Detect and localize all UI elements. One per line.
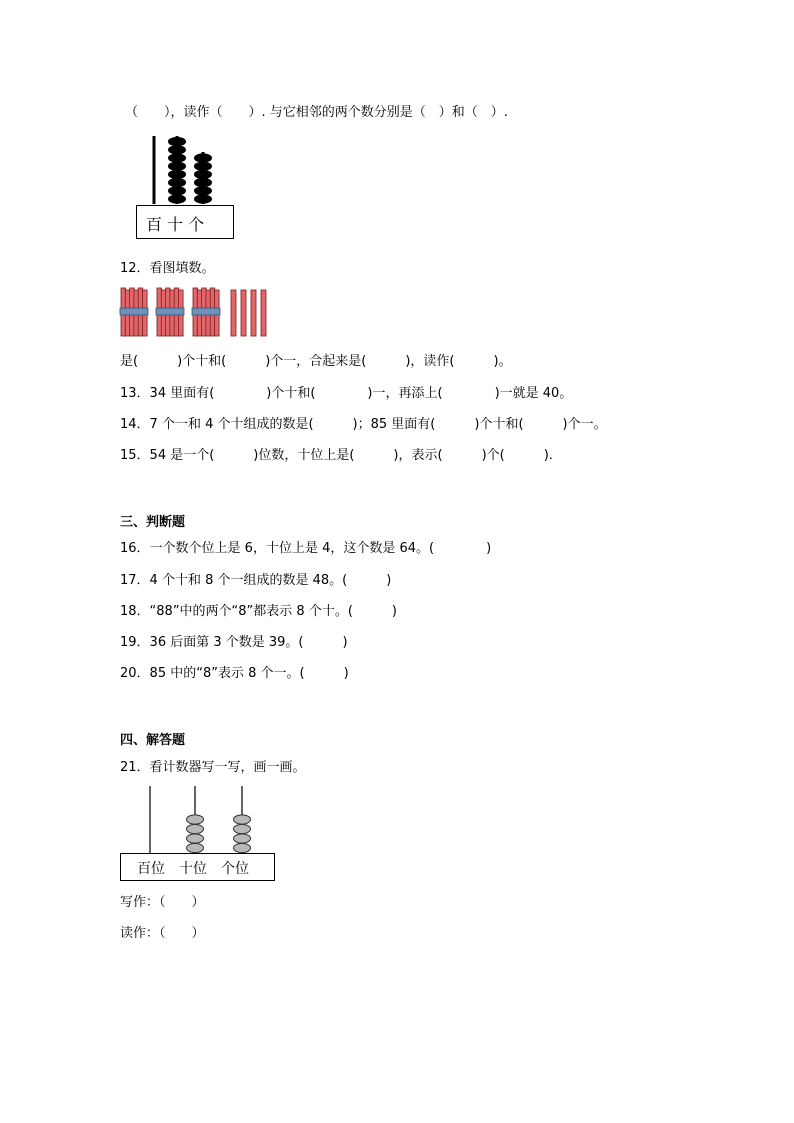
abacus-2-bead (234, 834, 251, 843)
abacus-2-bead (234, 815, 251, 824)
q20-text: 20．85 中的“8”表示 8 个一。( ) (120, 666, 349, 681)
abacus-1-bead (169, 187, 186, 195)
abacus-1-bead (169, 195, 186, 203)
abacus-2-bead (234, 843, 251, 852)
section4-title: 四、解答题 (120, 733, 186, 748)
q16-text: 16．一个数个位上是 6，十位上是 4，这个数是 64。( ) (120, 541, 492, 556)
q15-text: 15．54 是一个( )位数，十位上是( )，表示( )个( ). (120, 448, 553, 463)
abacus-1-bead (195, 170, 212, 178)
abacus-2-bead (187, 824, 204, 833)
abacus-1 (136, 132, 236, 240)
abacus-1-bead (195, 187, 212, 195)
read-answer: 读作：（ ） (120, 926, 205, 941)
abacus-2-label-box (120, 853, 275, 881)
abacus-2-bead (187, 834, 204, 843)
q13-text: 13．34 里面有( )个十和( )一，再添上( )一就是 40。 (120, 386, 573, 401)
q12-answer: 是( )个十和( )个一，合起来是( )，读作( )。 (120, 354, 512, 369)
q14-text: 14．7 个一和 4 个十组成的数是( )；85 里面有( )个十和( )个一。 (120, 417, 607, 432)
abacus-2-bead (187, 843, 204, 852)
abacus-2-bead (234, 824, 251, 833)
abacus-1-labels: 百 十 个 (146, 215, 205, 234)
q19-text: 19．36 后面第 3 个数是 39。( ) (120, 635, 348, 650)
abacus-1-bead (195, 154, 212, 162)
q11-text: （ ），读作（ ）. 与它相邻的两个数分别是（ ）和（ ）. (125, 105, 508, 120)
bundle-band (120, 308, 148, 315)
abacus-1-bead (169, 178, 186, 186)
q18-text: 18．“88”中的两个“8”都表示 8 个十。( ) (120, 604, 397, 619)
abacus-1-bead (195, 162, 212, 170)
abacus-1-bead (169, 137, 186, 145)
section3-title: 三、判断题 (120, 515, 186, 530)
abacus-1-bead (195, 195, 212, 203)
abacus-2 (120, 784, 280, 882)
single-stick (251, 290, 256, 336)
abacus-1-bead (169, 170, 186, 178)
abacus-1-bead (169, 146, 186, 154)
abacus-2-bead (187, 815, 204, 824)
abacus-2-labels: 百位 十位 个位 (137, 861, 249, 877)
stick-bundles-picture (118, 284, 278, 342)
single-stick (231, 290, 236, 336)
abacus-2-ones-beads (234, 815, 251, 853)
q21-text: 21．看计数器写一写，画一画。 (120, 760, 306, 775)
bundle-band (156, 308, 184, 315)
single-stick (261, 290, 266, 336)
abacus-1-bead (195, 178, 212, 186)
abacus-1-bead (169, 162, 186, 170)
abacus-1-ones-beads (195, 154, 212, 203)
abacus-2-tens-beads (187, 815, 204, 853)
q12-title: 12．看图填数。 (120, 261, 215, 276)
abacus-1-tens-beads (169, 137, 186, 203)
single-stick (241, 290, 246, 336)
abacus-1-bead (169, 154, 186, 162)
abacus-1-label-box (136, 205, 234, 239)
write-answer: 写作：（ ） (120, 895, 205, 910)
q17-text: 17．4 个十和 8 个一组成的数是 48。( ) (120, 573, 392, 588)
bundle-band (192, 308, 220, 315)
